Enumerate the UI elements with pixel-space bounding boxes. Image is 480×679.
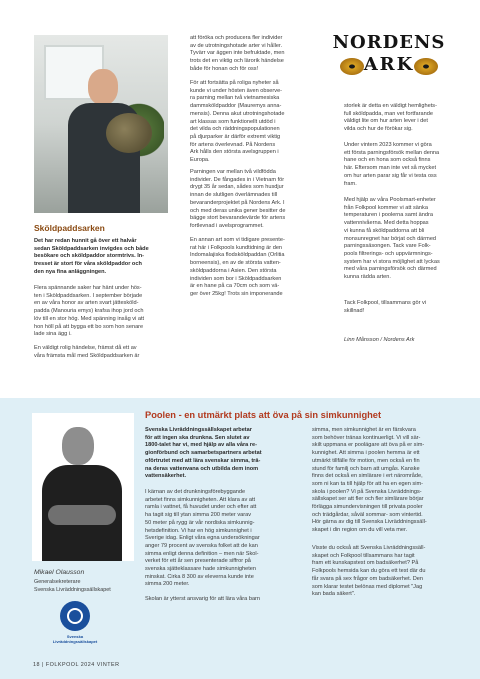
article2-heading: Poolen - en utmärkt plats att öva på sin simkunnighet	[145, 410, 382, 420]
article1-col2-p2: För att fortsätta på roliga nyheter så kunde vi under hösten även observe- ra parning mellan två vietnamesiska dammsköldpaddor (Mauremys anna- mensis). Denna akut utrotningshotade art klassas som funktionellt utdöd i det vilda och räddningspopulationen på djurparker är därför extremt viktig för artens överlevnad. På Nordens Ark hålls den största avelsgruppen i Europa.	[190, 80, 285, 164]
livraddning-logo-icon	[60, 601, 90, 631]
article1-col1-p1: Flera spännande saker har hänt under hös- ten i Sköldpaddsarken. I september började en av våra honor av arten svart jättesköld- padda (Manouria emys) krafsa ihop jord och löv till en stor hög. Med spänning insåg vi att hon höll på att bygga ett bo som hon senare lade sina ägg i.	[34, 285, 145, 338]
article1-col2-p1: att föröka och producera fler individer av de utrotningshotade arter vi håller. Tyvärr var äggen inte befruktade, men trots det en viktig och lärorik händelse både för honan och för oss!	[190, 35, 285, 72]
article1-col3-p2: Under vintern 2023 kommer vi göra ett första parningsförsök mellan denna hane och en hona som också finns här. Eftersom man inte vet så mycket om hur arten parar sig får vi testa oss fram.	[344, 142, 440, 187]
author-role: Generalsekreterare	[34, 579, 81, 585]
article1-col1-p2: En väldigt rolig händelse, främst då ett av våra främsta mål med Sköldpaddsarken är	[34, 345, 140, 359]
author-org: Svenska Livräddningssällskapet	[34, 587, 111, 593]
article1-col3-p1: storlek är detta en väldigt hemlighets- full sköldpadda, man vet fortfarande väldigt lite om hur arten lever i det vilda och hur de förökar sig.	[344, 103, 437, 133]
article2-lead: Svenska Livräddningssällskapet arbetar för att ingen ska drunkna. Sen slutet av 1800-talet har vi, med hjälp av alla våra re- gionförbund och samarbetspartners arbetat oförtrutet med att lära svenskar simma, trä- na deras vattenvana och utbilda dem inom vattensäkerhet.	[145, 427, 262, 480]
article1-lead: Det har redan hunnit gå över ett halvår sedan Sköldpaddsarken invigdes och både besökare och sköldpaddor stormtrivs. In- tresset är stort för våra sköldpaddor och den nya fina anläggningen.	[34, 238, 149, 275]
nordens-ark-logo: NORDENS ARK	[332, 32, 446, 75]
article1-heading: Sköldpaddsarken	[34, 223, 105, 233]
article2-col1-p2: Skolan är ytterst ansvarig för att lära våra barn	[145, 596, 261, 602]
livraddning-logo-text: Svenska Livräddningssällskapet	[52, 634, 98, 644]
article2-col1-p1: I kärnan av det drunkningsförebyggande arbetet finns simkunnigheten. Att klara av att ramla i vattnet, få huvudet under och efter att ha tagit sig till ytan simma 200 meter varav 50 meter på rygg är vår nordiska simkunnig- hetsdefinition. Vi har en hög simkunnighet i Sverige idag. Enligt våra egna undersökningar anger 79 procent av svenska folket att de kan simma enligt denna definition – men när Skol- verket för ett år sen presenterade siffror på svenska sjätteklassare hade simkunnigheten minskat. Cirka 8 300 av eleverna kunde inte simma 200 meter.	[145, 489, 260, 588]
article1-col3-p4: Tack Folkpool, tillsammans gör vi skillnad!	[344, 300, 427, 314]
article1-col2-p3: Parningen var mellan två vildfödda individer. De fångades in i Vietnam för drygt 35 år sedan, sådes som husdjur innan de slutligen överlämnades till bevaranderprojektet på Nordens Ark. I och med deras unika gener besitter de bägge stort bevarandevärde för artens fortlevnad i avelsprogrammet.	[190, 169, 286, 229]
article2-col2-p1: simma, men simkunnighet är en färskvara som behöver tränas kontinuerligt. Vi vill sär- skilt uppmana er poolägare att öva på er sim- kunnighet. Att simma i poolen hemma är ett utmärkt tillfälle för motion, men också en fin stund för familj och barn att umgås. Kanske finns det också en simlärare i ert närområde, som ni kan ta till hjälp för att ha en egen sim- skola i poolen? Vi på Svenska Livräddnings- sällskapet ser att fler och fler simlärare börjar förlägga simundervisningen till privata pooler och trädgårdar, såväl sommar- som vintertid. Hör gärna av dig till Svenska Livräddningssäll- skapet i din region om du vill veta mer.	[312, 427, 427, 534]
right-eye-icon	[414, 58, 438, 75]
article2-col2-p2: Visste du också att Svenska Livräddningssäll- skapet och Folkpool tillsammans har tagit fram ett kunskapstest om badsäkerhet? På Folkpools hemsida kan du göra ett test där du får svara på sex frågor om badsäkerhet. Den som klarar testet belönas med diplomet "Jag kan bada säkert".	[312, 545, 426, 598]
author-name: Mikael Olausson	[34, 569, 85, 576]
page-footer: 18 | FOLKPOOL 2024 VINTER	[33, 662, 120, 668]
author-portrait-photo	[32, 413, 134, 561]
article1-col3-p3: Med hjälp av våra Poolsmart-enheter från Folkpool kommer vi att sänka temperaturen i poolerna samt ändra vattennivåerna. Med detta hoppas vi kunna få sköldpaddorna att bli monsunregnet har börjat och därmed parningssäsongen. Tack vare Folk- pools filtrerings- och uppvärmnings- system har vi stora möjlighet att lyckas med våra parningsförsök och därmed kunna rädda arten.	[344, 197, 440, 281]
left-eye-icon	[340, 58, 364, 75]
article1-col2-p4: En annan art som vi tidigare presente- rat här i Folkpools kundtidning är den Indomalajiska flodsköldpaddan (Orlitia borneensis), en av de största vatten- sköldpaddorna i Asien. Den största individen som bor i Sköldpaddsarken är en hane på ca 70cm och som vä- ger över 25kg! Trots sin imponerande	[190, 237, 285, 297]
article1-signature: Linn Månsson / Nordens Ark	[344, 337, 415, 343]
keeper-with-turtle-photo	[34, 35, 168, 213]
